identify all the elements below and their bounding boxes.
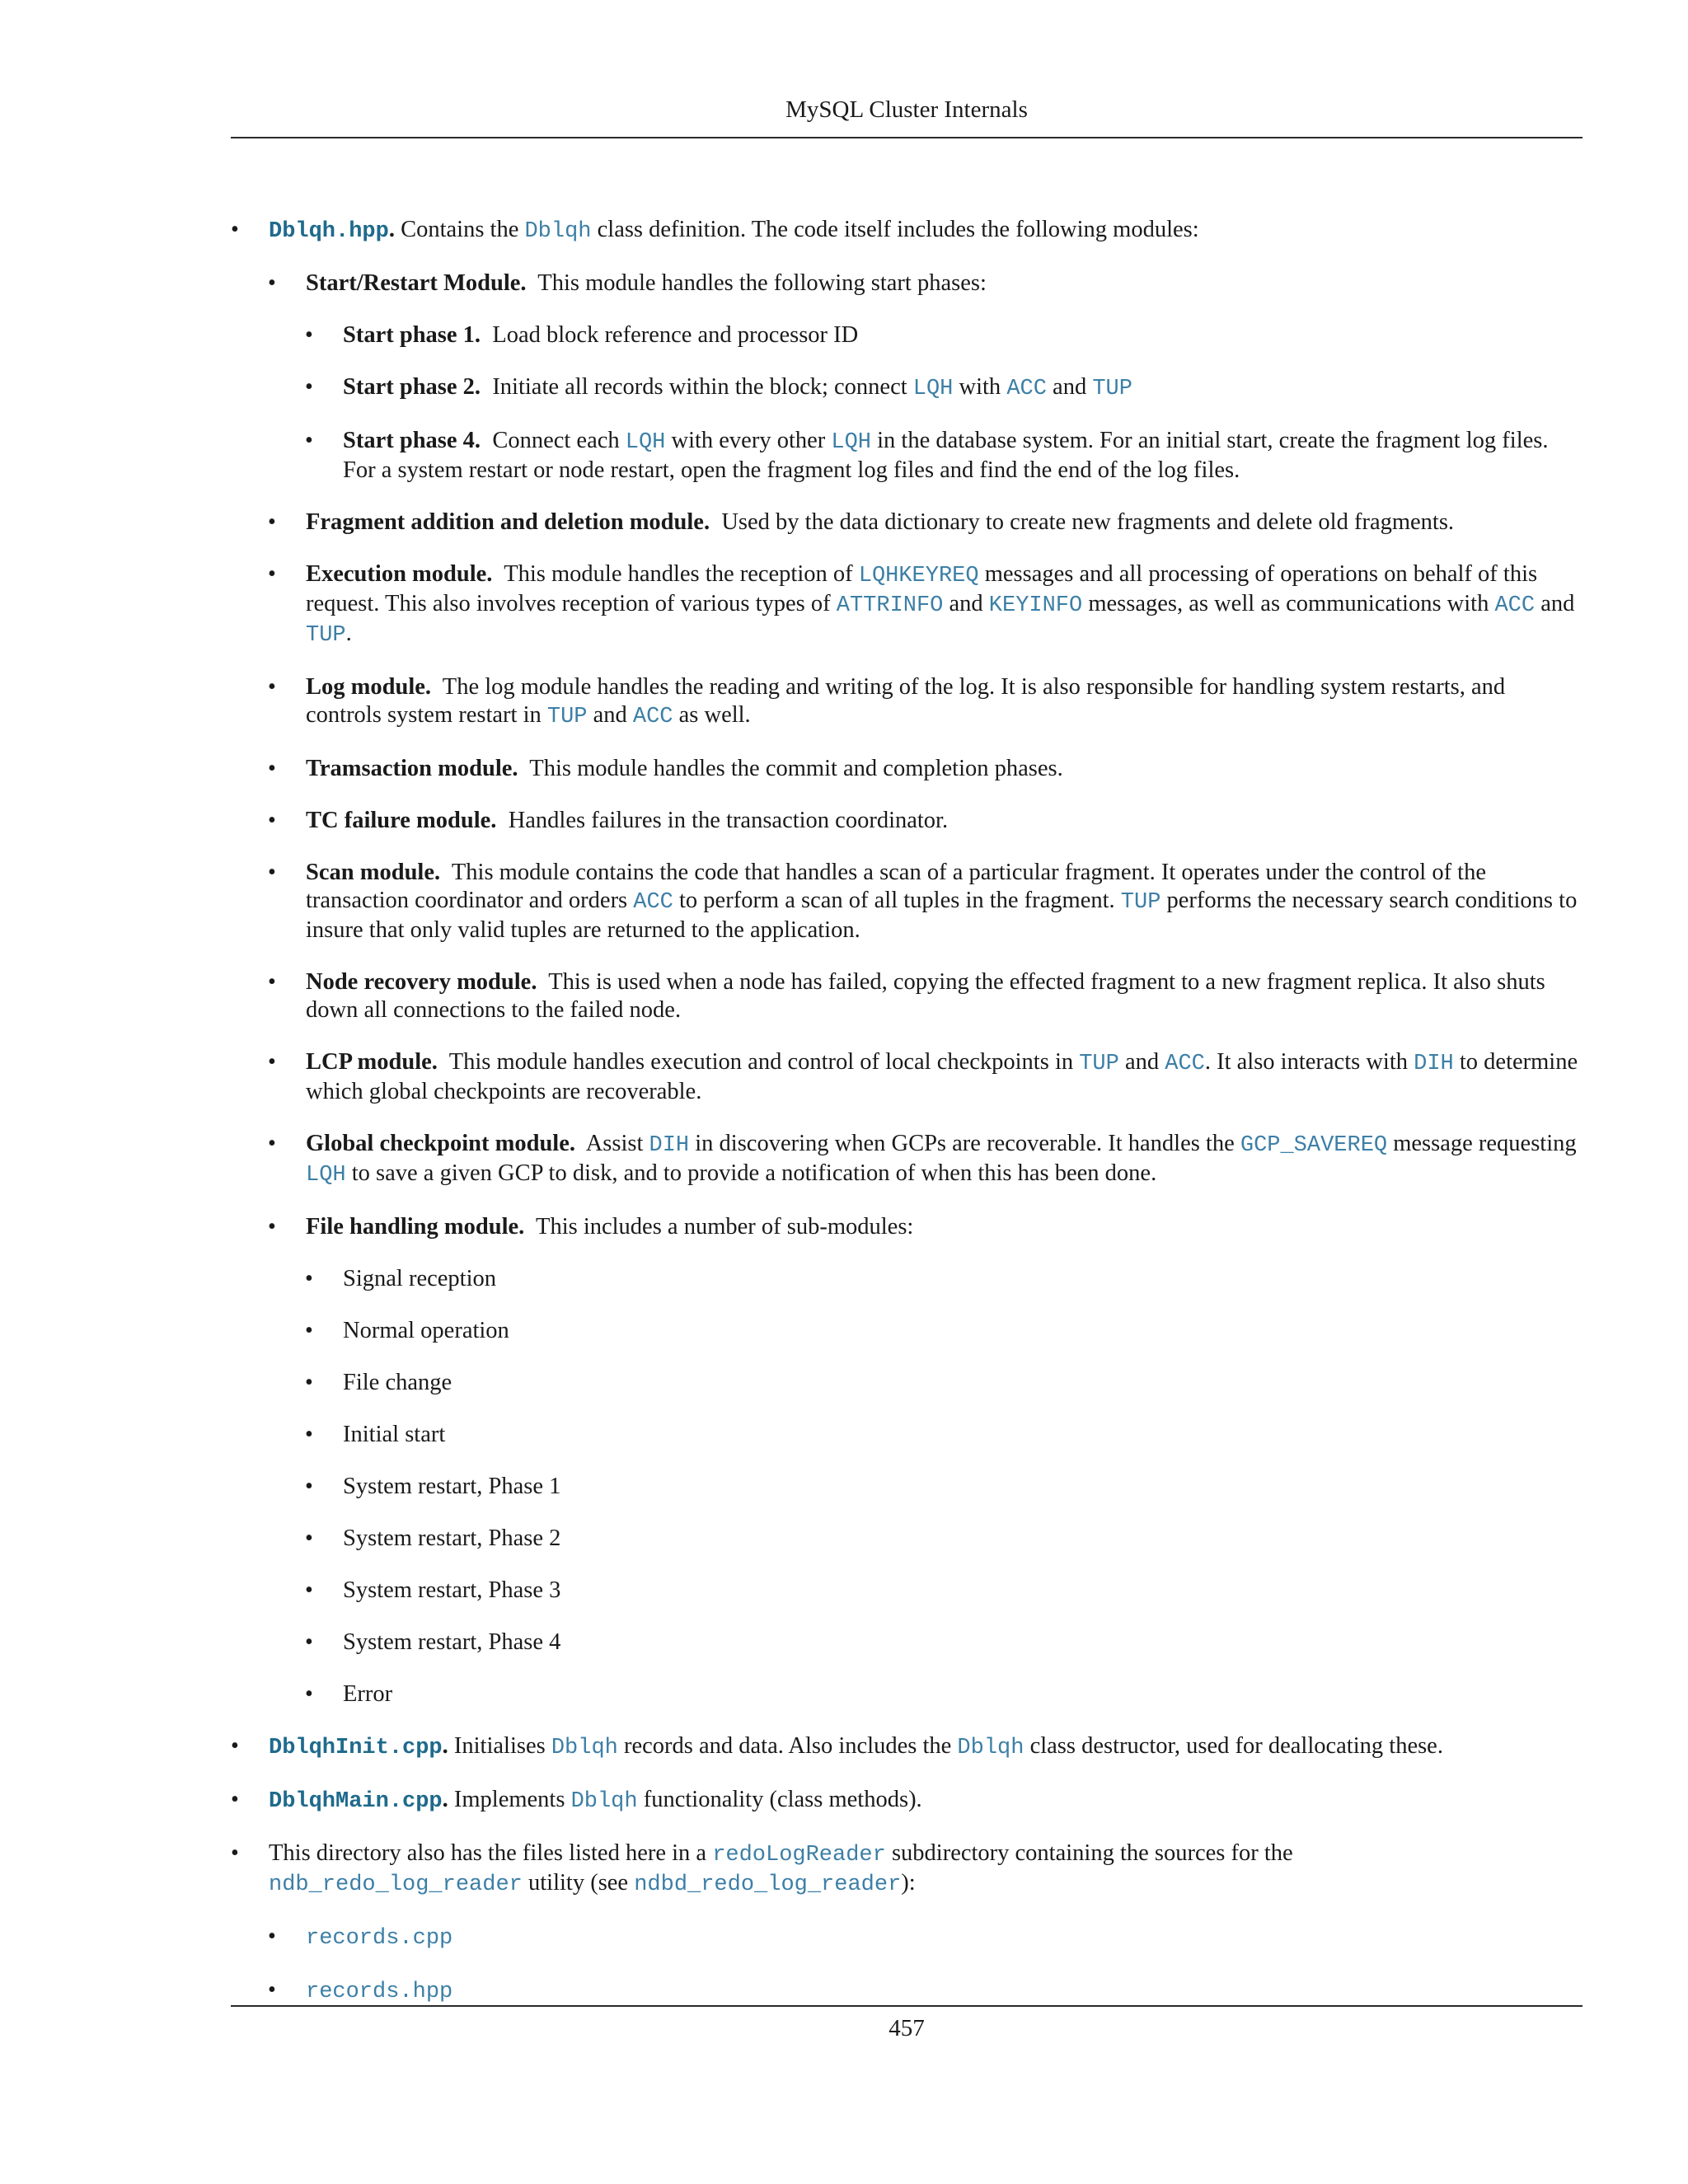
code-term: DIH	[649, 1133, 690, 1158]
module-node-recovery: • Node recovery module. This is used when a node has failed, copying the effected fragment to a new fragment replica. It also shuts down all connections to the failed node.	[268, 969, 1545, 1023]
module-title: Log module.	[306, 674, 432, 700]
sub-module-item: • System restart, Phase 4	[305, 1629, 561, 1655]
file-name: Dblqh.hpp	[269, 219, 389, 244]
sub-module-item: • System restart, Phase 3	[305, 1577, 561, 1603]
file-name: DblqhMain.cpp	[269, 1789, 443, 1814]
module-scan: • Scan module. This module contains the code that handles a scan of a particular fragment. It operates under the control of the transaction coordinator and orders ACC to perform a scan of all tuples in the fragment. TUP performs the necessary search conditions to insure that only valid tuples are returned to the application.	[268, 860, 1578, 943]
bullet-icon: •	[305, 1370, 313, 1395]
sub-module-item: • System restart, Phase 1	[305, 1474, 561, 1499]
module-global-checkpoint: • Global checkpoint module. Assist DIH in discovering when GCPs are recoverable. It handles the GCP_SAVEREQ message requesting LQH to save a given GCP to disk, and to provide a notification of when this has been done.	[268, 1131, 1577, 1188]
sub-module-item: • File change	[305, 1370, 452, 1395]
code-term: Dblqh	[957, 1736, 1025, 1760]
bullet-icon: •	[305, 1266, 313, 1291]
bullet-icon: •	[268, 270, 276, 296]
list-item-dblqh-main: • DblqhMain.cpp. Implements Dblqh functionality (class methods).	[231, 1787, 922, 1814]
module-title: Tramsaction module.	[306, 756, 518, 781]
sub-module-item: • Initial start	[305, 1422, 446, 1447]
bullet-icon: •	[268, 808, 276, 833]
code-term: TUP	[1120, 890, 1161, 915]
module-title: Execution module.	[306, 561, 493, 587]
module-title: Fragment addition and deletion module.	[306, 509, 710, 535]
code-term: ACC	[633, 890, 673, 915]
bullet-icon: •	[268, 1924, 276, 1949]
running-header: MySQL Cluster Internals	[785, 96, 1028, 123]
module-lcp: • LCP module. This module handles execution and control of local checkpoints in TUP and ACC. It also interacts with DIH to determine which global checkpoints are recoverable.	[268, 1049, 1578, 1104]
bullet-icon: •	[268, 1214, 276, 1240]
bullet-icon: •	[268, 1977, 276, 2003]
module-title: TC failure module.	[306, 808, 497, 833]
bullet-icon: •	[268, 860, 276, 885]
code-term: TUP	[1079, 1052, 1119, 1076]
module-log: • Log module. The log module handles the reading and writing of the log. It is also responsible for handling system restarts, and controls system restart in TUP and ACC as well.	[268, 674, 1506, 729]
code-term: ndbd_redo_log_reader	[634, 1872, 902, 1897]
start-phase-2: • Start phase 2. Initiate all records within the block; connect LQH with ACC and TUP	[305, 374, 1132, 401]
bullet-icon: •	[268, 674, 276, 700]
sub-module-item: • Normal operation	[305, 1318, 509, 1343]
bullet-icon: •	[305, 1629, 313, 1655]
code-term: Dblqh	[570, 1789, 638, 1814]
bullet-icon: •	[231, 1787, 239, 1812]
module-fragment: • Fragment addition and deletion module. Used by the data dictionary to create new fragments and delete old fragments.	[268, 509, 1455, 535]
module-title: Scan module.	[306, 860, 441, 885]
phase-title: Start phase 4.	[343, 428, 481, 453]
module-transaction: • Tramsaction module. This module handles the commit and completion phases.	[268, 756, 1063, 781]
module-title: File handling module.	[306, 1214, 525, 1240]
code-term: ACC	[1006, 377, 1047, 401]
bullet-icon: •	[305, 1681, 313, 1707]
code-term: redoLogReader	[712, 1843, 886, 1868]
sub-module-item: • System restart, Phase 2	[305, 1526, 561, 1551]
code-term: records.hpp	[306, 1980, 453, 2004]
bullet-icon: •	[305, 1577, 313, 1603]
redo-file-item	[231, 1976, 1582, 2006]
module-file-handling: • File handling module. This includes a number of sub-modules:	[268, 1214, 914, 1240]
list-item-dblqh-hpp: • Dblqh.hpp. Contains the Dblqh class definition. The code itself includes the following modules:	[231, 217, 1199, 244]
code-term: TUP	[546, 705, 588, 729]
bullet-icon: •	[268, 1131, 276, 1156]
bullet-icon: •	[305, 1526, 313, 1551]
bullet-icon: •	[231, 1840, 239, 1866]
code-term: GCP_SAVEREQ	[1240, 1133, 1388, 1158]
bullet-icon: •	[231, 217, 239, 242]
sub-module-item: • Signal reception	[305, 1266, 496, 1291]
start-phase-4: • Start phase 4. Connect each LQH with every other LQH in the database system. For an initial start, create the fragment log files. For a system restart or node restart, open the fragment log files and find the end of the log files.	[305, 428, 1549, 483]
file-name: DblqhInit.cpp	[269, 1736, 443, 1760]
page-number: 457	[889, 2015, 925, 2041]
module-tc-failure: • TC failure module. Handles failures in the transaction coordinator.	[268, 808, 949, 833]
list-item-dblqh-init: • DblqhInit.cpp. Initialises Dblqh records and data. Also includes the Dblqh class destructor, used for deallocating these.	[231, 1733, 1443, 1760]
bullet-icon: •	[305, 428, 313, 453]
bullet-icon: •	[305, 322, 313, 348]
code-term: LQH	[306, 1163, 346, 1188]
code-term: Dblqh	[551, 1736, 618, 1760]
header-rule	[231, 137, 1582, 138]
bullet-icon: •	[268, 969, 276, 995]
module-title: LCP module.	[306, 1049, 438, 1075]
module-title: Global checkpoint module.	[306, 1131, 575, 1156]
phase-title: Start phase 2.	[343, 374, 481, 400]
code-term: KEYINFO	[988, 593, 1083, 618]
module-title: Node recovery module.	[306, 969, 537, 995]
code-term: LQH	[912, 377, 954, 401]
redo-file-item	[231, 1923, 1582, 1952]
code-term: Dblqh	[524, 219, 592, 244]
code-term: ndb_redo_log_reader	[269, 1872, 523, 1897]
start-phase-1: • Start phase 1. Load block reference and processor ID	[305, 322, 859, 348]
module-start-restart: • Start/Restart Module. This module handles the following start phases:	[268, 270, 987, 296]
bullet-icon: •	[268, 1049, 276, 1075]
bullet-icon: •	[305, 1318, 313, 1343]
module-title: Start/Restart Module.	[306, 270, 527, 296]
bullet-icon: •	[305, 1474, 313, 1499]
phase-title: Start phase 1.	[343, 322, 481, 348]
bullet-icon: •	[268, 509, 276, 535]
code-term: TUP	[1092, 377, 1132, 401]
bullet-icon: •	[305, 374, 313, 400]
sub-module-item: • Error	[305, 1681, 393, 1707]
bullet-icon: •	[231, 1733, 239, 1759]
bullet-icon: •	[268, 756, 276, 781]
module-execution: • Execution module. This module handles the reception of LQHKEYREQ messages and all processing of operations on behalf of this request. This also involves reception of various types of ATTRINFO and KEYINFO messages, as well as communications with ACC and TUP.	[268, 561, 1575, 648]
code-term: TUP	[306, 623, 346, 648]
code-term: ATTRINFO	[836, 593, 944, 618]
code-term: LQHKEYREQ	[858, 564, 979, 588]
footer-rule	[231, 2005, 1582, 2007]
code-term: records.cpp	[306, 1926, 453, 1951]
bullet-icon: •	[305, 1422, 313, 1447]
code-term: LQH	[625, 430, 666, 455]
bullet-icon: •	[268, 561, 276, 587]
main-content	[231, 216, 1582, 2030]
code-term: DIH	[1414, 1052, 1454, 1076]
list-item-redo-log-reader: • This directory also has the files listed here in a redoLogReader subdirectory containing the sources for the ndb_redo_log_reader utility (see ndbd_redo_log_reader):	[231, 1840, 1293, 1897]
code-term: LQH	[831, 430, 871, 455]
code-term: ACC	[1494, 593, 1536, 618]
code-term: ACC	[1165, 1052, 1205, 1076]
code-term: ACC	[632, 705, 673, 729]
